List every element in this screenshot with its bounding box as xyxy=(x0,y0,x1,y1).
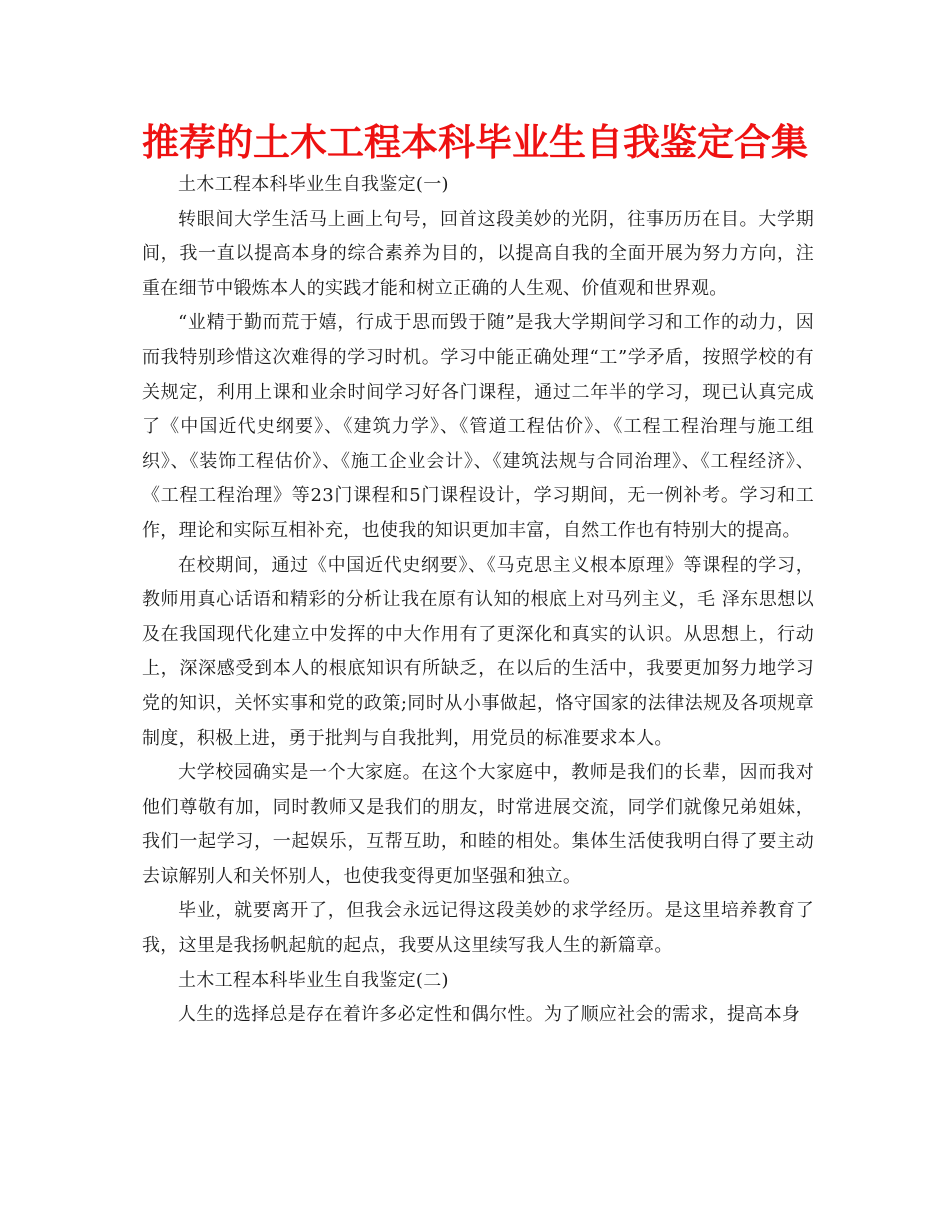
section-heading-2: 土木工程本科毕业生自我鉴定(二) xyxy=(178,969,449,991)
paragraph-2: “业精于勤而荒于嬉，行成于思而毁于随”是我大学期间学习和工作的动力，因而我特别珍惜这次难得的学习时机。学习中能正确处理“工”学矛盾，按照学校的有关规定，利用上课和业余时间学习好各门课程，通过二年半的学习，现已认真完成了《中国近代史纲要》、《建筑力学》、《管道工程估价》、《工程工程治理与施工组织》、《装饰工程估价》、《施工企业会计》、《建筑法规与合同治理》、《工程经济》、《工程工程治理》等23门课程和5门课程设计，学习期间，无一例补考。学习和工作，理论和实际互相补充，也使我的知识更加丰富，自然工作也有特别大的提高。 xyxy=(142,312,814,541)
paragraph-3: 在校期间，通过《中国近代史纲要》、《马克思主义根本原理》等课程的学习，教师用真心话语和精彩的分析让我在原有认知的根底上对马列主义，毛 泽东思想以及在我国现代化建立中发挥的中大作用有了更深化和真实的认识。从思想上，行动上，深深感受到本人的根底知识有所缺乏，在以后的生活中，我要更加努力地学习党的知识，关怀实事和党的政策;同时从小事做起，恪守国家的法律法规及各项规章制度，积极上进，勇于批判与自我批判，用党员的标准要求本人。 xyxy=(142,554,814,749)
paragraph-4: 大学校园确实是一个大家庭。在这个大家庭中，教师是我们的长辈，因而我对他们尊敬有加，同时教师又是我们的朋友，时常进展交流，同学们就像兄弟姐妹，我们一起学习，一起娱乐，互帮互助，和睦的相处。集体生活使我明白得了要主动去谅解别人和关怀别人，也使我变得更加坚强和独立。 xyxy=(142,762,814,887)
document-title: 推荐的土木工程本科毕业生自我鉴定合集 xyxy=(142,121,808,164)
document-page xyxy=(142,118,814,1033)
paragraph-5: 毕业，就要离开了，但我会永远记得这段美妙的求学经历。是这里培养教育了我，这里是我扬帆起航的起点，我要从这里续写我人生的新篇章。 xyxy=(142,900,814,957)
paragraph-6: 人生的选择总是存在着许多必定性和偶尔性。为了顺应社会的需求，提高本身 xyxy=(178,1004,801,1026)
section-heading-1: 土木工程本科毕业生自我鉴定(一) xyxy=(178,174,449,195)
paragraph-1: 转眼间大学生活马上画上句号，回首这段美妙的光阴，往事历历在目。大学期间，我一直以提高本身的综合素养为目的，以提高自我的全面开展为努力方向，注重在细节中锻炼本人的实践才能和树立正确的人生观、价值观和世界观。 xyxy=(142,208,814,299)
